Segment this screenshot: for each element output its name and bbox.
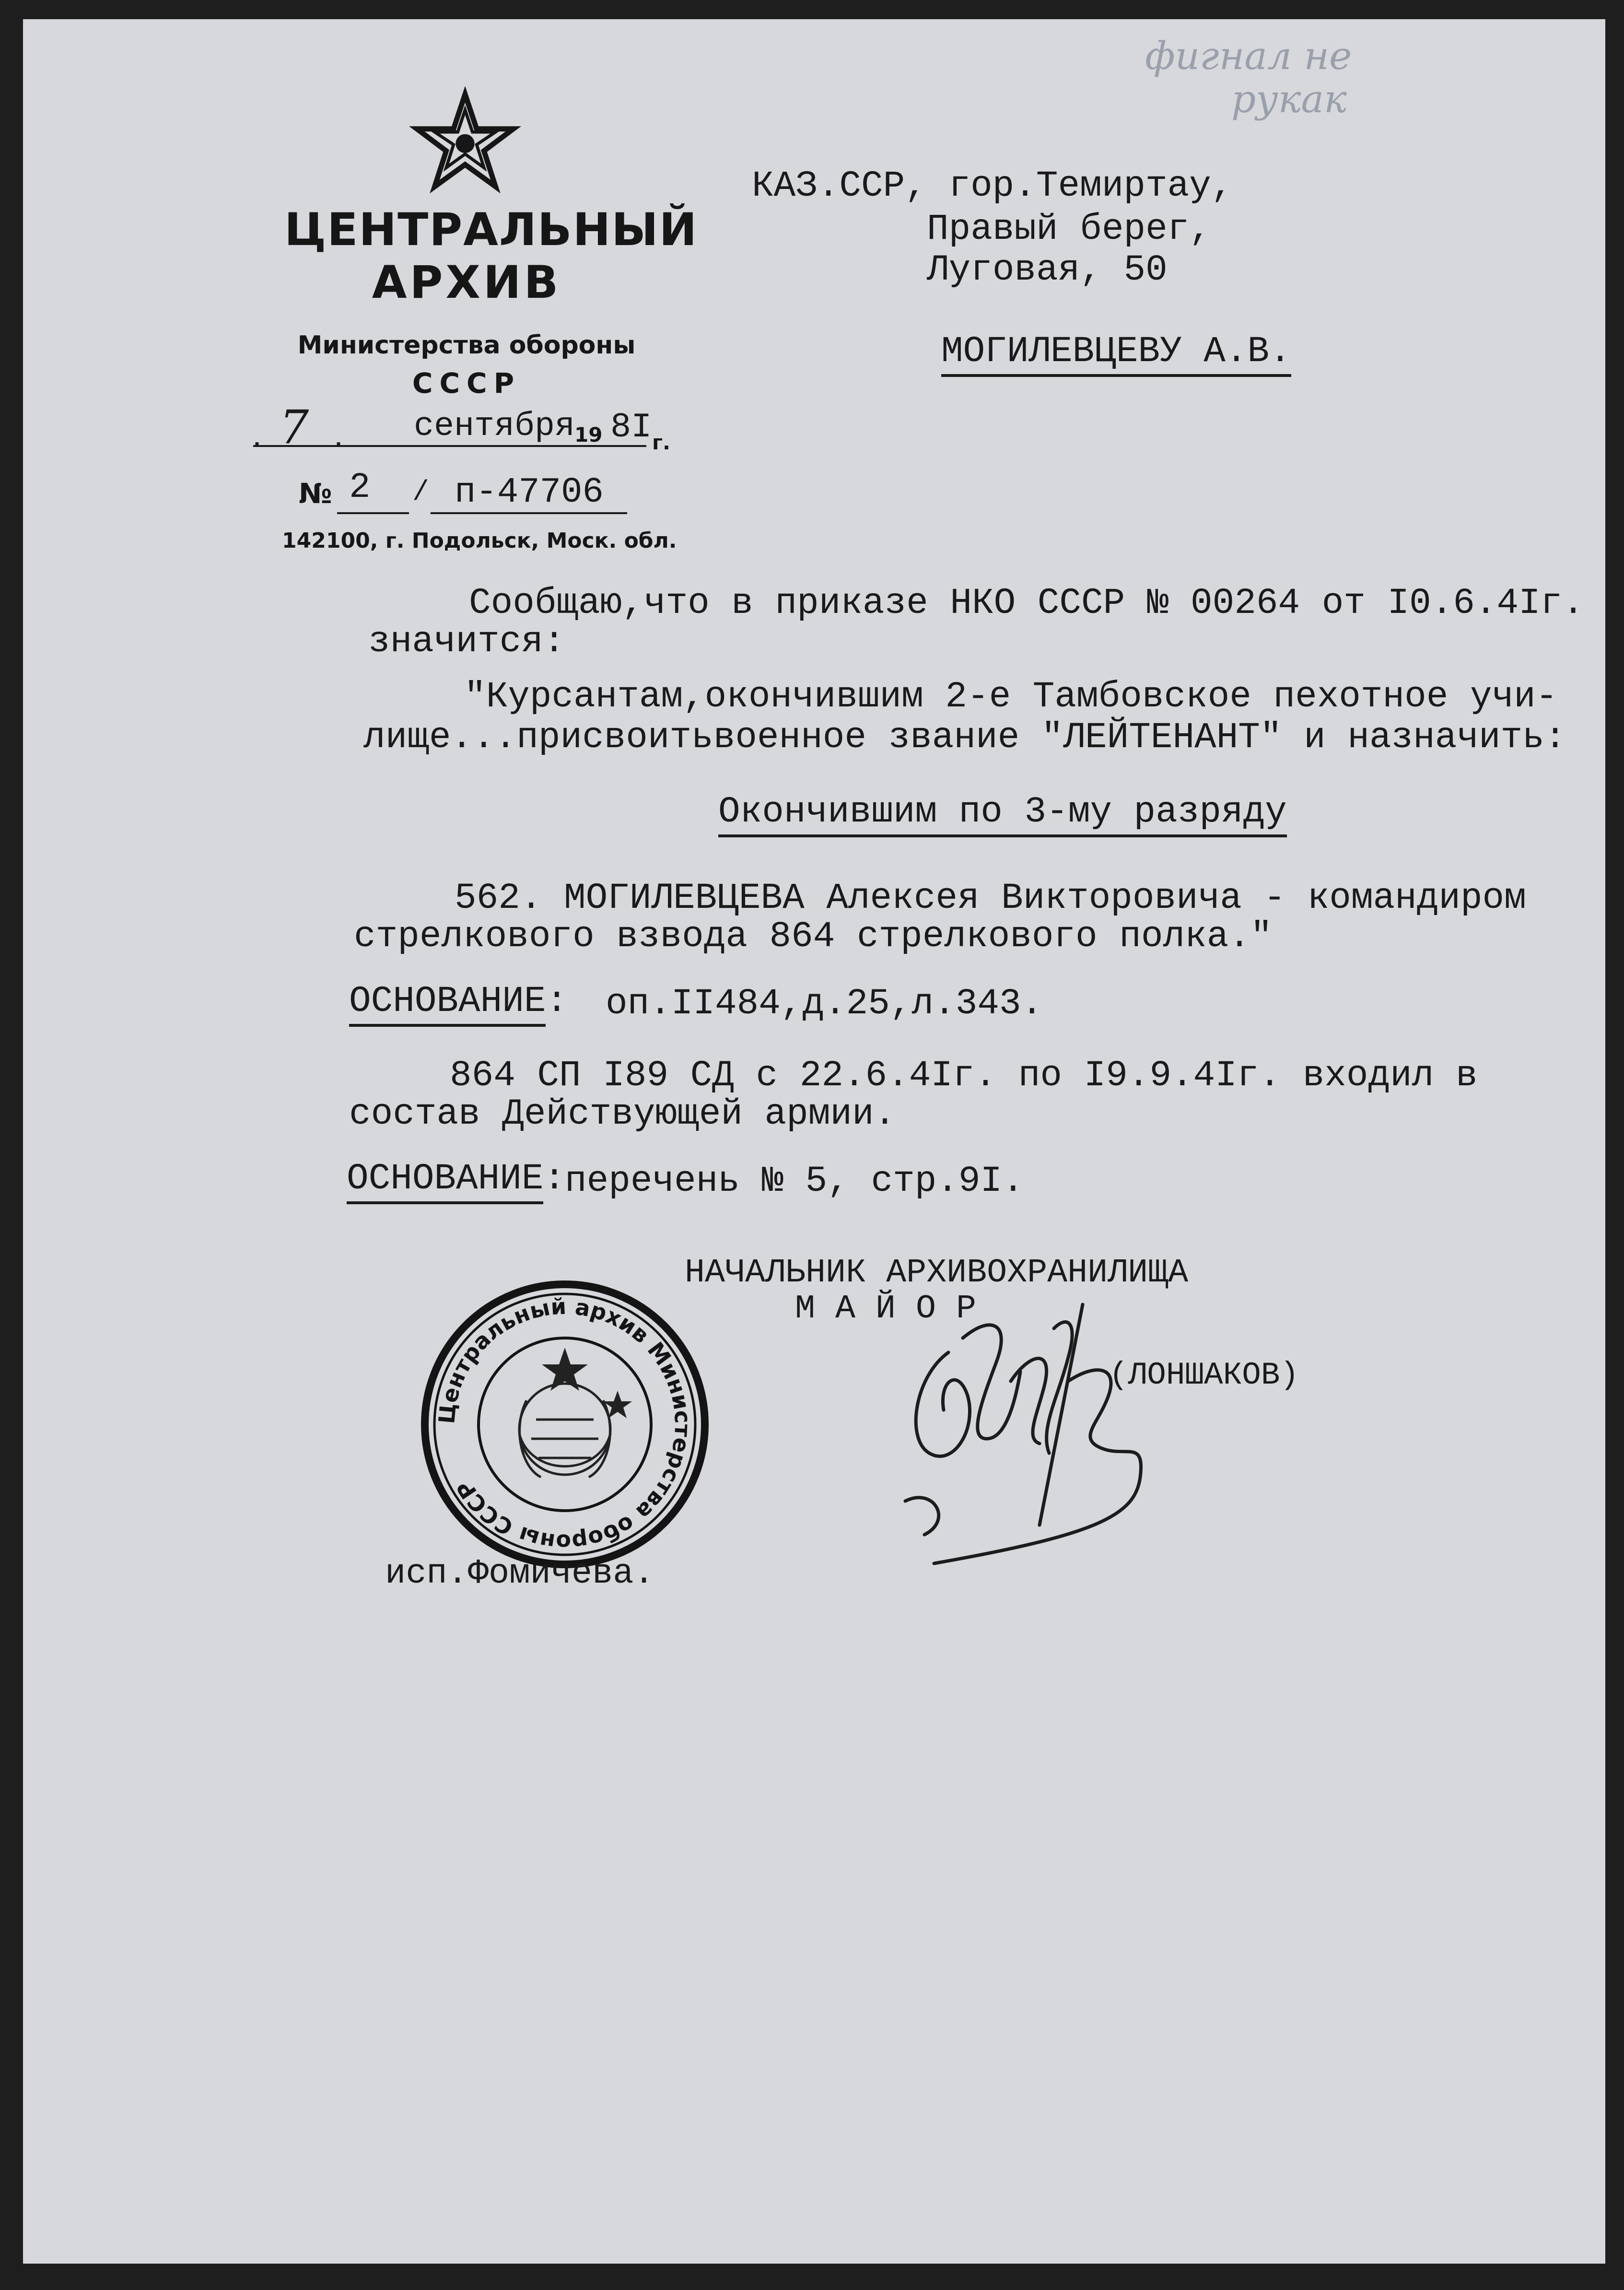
signatory-name: (ЛОНШАКОВ) <box>1109 1357 1299 1393</box>
date-day: 7 <box>280 400 309 454</box>
official-seal <box>416 1276 713 1573</box>
basis2-colon: : <box>543 1158 566 1199</box>
margin-note-line2: рукак <box>1231 77 1347 121</box>
number-part1: 2 <box>349 468 371 508</box>
number-separator: / <box>412 477 429 508</box>
body-p1-line2: значится: <box>368 621 565 662</box>
body-quote-line2: лище...присвоитьвоенное звание "ЛЕЙТЕНАНТ" и назначить: <box>363 717 1566 758</box>
body-p1-line1: Сообщаю,что в приказе НКО СССР № 00264 от I0.6.4Iг. <box>469 583 1584 624</box>
recipient-address-line1: КАЗ.ССР, гор.Темиртау, <box>752 165 1233 207</box>
date-dot-mid: . <box>330 423 348 456</box>
date-month: сентября <box>414 408 575 446</box>
signatory-position-line2: М А Й О Р <box>795 1290 977 1328</box>
body-entry-line2: стрелкового взвода 864 стрелкового полка." <box>354 916 1273 957</box>
ministry-line2: СССР <box>412 367 521 399</box>
recipient-address-line2: Правый берег, <box>927 209 1211 250</box>
basis2 <box>347 1158 565 1199</box>
number-underline-1 <box>337 512 409 514</box>
basis1-colon: : <box>546 981 568 1022</box>
svg-text:Центральный архив Министерства <box>433 1293 696 1556</box>
executor: исп.Фомичева. <box>385 1554 654 1593</box>
star-icon <box>412 91 518 192</box>
basis1-label: ОСНОВАНИЕ <box>349 981 546 1027</box>
body-category: Окончившим по 3-му разряду <box>718 791 1287 837</box>
number-sign: № <box>299 477 332 510</box>
basis1 <box>349 981 568 1022</box>
signatory-position-line1: НАЧАЛЬНИК АРХИВОХРАНИЛИЩА <box>685 1254 1189 1292</box>
body-quote-line1: "Курсантам,окончившим 2-е Тамбовское пехотное учи- <box>464 676 1558 717</box>
seal-ring-text: Центральный архив Министерства обороны СССР <box>433 1293 696 1556</box>
archive-title-line2: АРХИВ <box>372 257 561 309</box>
basis2-text: перечень № 5, стр.9I. <box>565 1161 1024 1202</box>
sender-address: 142100, г. Подольск, Моск. обл. <box>282 528 677 553</box>
body-p3-line2: состав Действующей армии. <box>349 1093 896 1135</box>
body-entry-line1: 562. МОГИЛЕВЦЕВА Алексея Викторовича - командиром <box>455 878 1526 919</box>
basis2-label: ОСНОВАНИЕ <box>347 1158 543 1204</box>
handwritten-signature <box>896 1295 1183 1592</box>
date-dot-left: . <box>248 423 266 456</box>
archive-title-line1: ЦЕНТРАЛЬНЫЙ <box>284 204 698 256</box>
basis1-text: оп.II484,д.25,л.343. <box>606 983 1043 1024</box>
document-page <box>23 19 1605 2264</box>
recipient-address-line3: Луговая, 50 <box>927 249 1168 291</box>
recipient-name: МОГИЛЕВЦЕВУ А.В. <box>941 331 1291 377</box>
ministry-line1: Министерства обороны <box>297 331 636 360</box>
body-p3-line1: 864 СП I89 СД с 22.6.4Iг. по I9.9.4Iг. входил в <box>450 1055 1478 1096</box>
date-year: 8I <box>610 408 652 447</box>
number-part2: п-47706 <box>455 472 604 513</box>
date-suffix: г. <box>652 431 670 454</box>
margin-note-line1: фигнал не <box>1145 34 1352 78</box>
date-year-prefix: 19 <box>574 423 603 446</box>
